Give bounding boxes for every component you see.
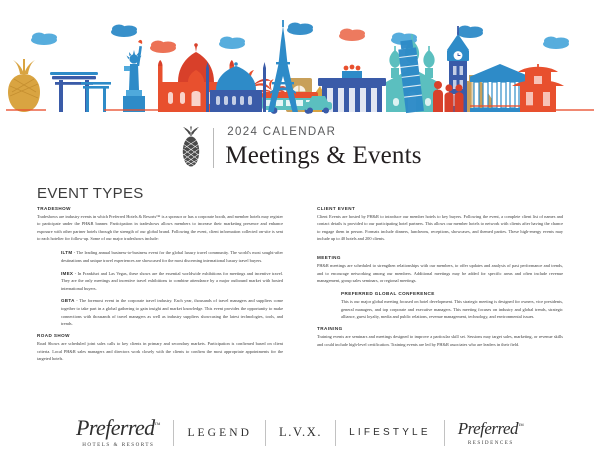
- subblock-imex: [37, 270, 283, 293]
- subblock-heading: PREFERRED GLOBAL CONFERENCE: [341, 291, 435, 297]
- brand-name: LEGEND: [187, 426, 253, 439]
- brand-name: L.V.X.: [279, 425, 323, 439]
- event-types-columns: [37, 206, 564, 369]
- block-body: Road Shows are scheduled joint sales calls to key clients in primary and secondary markets. Participation is confirmed based on client criteria. Local PH&R sales managers and directors work closely with the clients to confirm the most appropriate appointments for the targeted hotels.: [37, 341, 283, 362]
- subblock-iltm: [37, 249, 283, 264]
- trademark-symbol: ™: [154, 422, 161, 429]
- title-text-group: [225, 126, 421, 170]
- pineapple-emblem-icon: [178, 126, 204, 170]
- subblock-lead: GBTA: [61, 298, 75, 304]
- brand-legend[interactable]: [174, 427, 265, 439]
- left-column: [37, 206, 283, 369]
- subblock-text: - In Frankfurt and Las Vegas, these shows are the essential worldwide exhibitions for meetings and incentive travel. They are the only meetings and incentive travel exhibitions to combine attendance by a major outbound market with hosted international buyers.: [61, 270, 283, 291]
- title-divider: [213, 128, 214, 168]
- block-heading: TRAINING: [317, 326, 343, 332]
- brand-lvx[interactable]: [266, 425, 335, 440]
- block-heading: ROAD SHOW: [37, 333, 70, 339]
- block-body: PH&R meetings are scheduled to strengthen relationships with our members, to offer updates and analysis of past performance and trends, and to encourage networking among our members. Additional meetings may be added for specific areas and often include revenue management, group sales seminars, or regional meetings.: [317, 263, 563, 283]
- brand-lifestyle[interactable]: [336, 427, 444, 438]
- subblock-text: - The foremost event in the corporate travel industry. Each year, thousands of travel managers and suppliers come together to take part in a global gathering to gain insight and market knowledge. This event provides the opportunity to make connections with thousands of travel managers as well as industry suppliers showcasing the latest technologies, tools, and trends.: [61, 298, 283, 327]
- block-tradeshow: [37, 206, 283, 242]
- subblock-body: This is our major global meeting focused on hotel development. This strategic meeting is designed for owners, vice presidents, general managers, and top corporate and executive managers. This meeting focuses on industry and global trends, strategic alliance, guest loyalty, media and public relations, revenue management, technology, and environmental issues.: [341, 299, 563, 319]
- subblock-text: - The leading annual business-to-business event for the global luxury travel community. The world's most sought-after destinations and unique travel experiences are showcased for the most discerning international luxury travel buyers.: [61, 250, 283, 264]
- block-road-show: [37, 333, 283, 362]
- block-training: [317, 326, 563, 348]
- brand-name: Preferred: [76, 415, 155, 440]
- brand-footer: [0, 417, 600, 448]
- subblock-body: [61, 270, 283, 293]
- brand-name: LIFESTYLE: [349, 427, 431, 438]
- brand-name: Preferred: [457, 418, 519, 438]
- subblock-body: [61, 249, 283, 264]
- title-block: [0, 126, 600, 170]
- block-body: Tradeshows are industry events in which Preferred Hotels & Resorts™ is a sponsor or has a corporate booth, and member hotels may register to participate under the PH&R banner. Participation in tradeshows allows members to increase their marketing presence and enhance exposure with other partner hotels through the strength of our global brand. Following the event, client information collected on-site is sent to each hotelier for follow-up. Some of our major tradeshows include:: [37, 213, 283, 241]
- subblock-lead: IMEX: [61, 270, 74, 276]
- subblock-preferred-global-conference: [317, 291, 563, 320]
- subblock-body: [61, 297, 283, 327]
- brand-script-logo: [76, 417, 160, 439]
- section-heading-event-types: EVENT TYPES: [37, 185, 144, 202]
- calendar-year-label: 2024 CALENDAR: [227, 126, 337, 138]
- page-title: Meetings & Events: [225, 141, 422, 169]
- block-body: Training events are seminars and meetings designed to improve a particular skill set. Sessions may target sales, marketing, or revenue skills and could include high-level certification. Training events are led by PH&R associates who are leaders in their field.: [317, 334, 563, 347]
- block-body: Client Events are hosted by PH&R to introduce our member hotels to key buyers. Following the event, a complete client list of names and contact details is provided to our participating hotel partners. This allows our member hotels to network with clients after having the chance to engage them in person. Formats include dinners, luncheons, receptions, showcases, and themed parties. These high-energy events may include up to 40 hotels and 200 clients.: [317, 213, 563, 241]
- block-heading: CLIENT EVENT: [317, 206, 356, 211]
- trademark-symbol: ™: [518, 422, 524, 429]
- world-landmarks-skyline-illustration: [0, 0, 600, 118]
- brand-tagline: RESIDENCES: [467, 439, 514, 446]
- block-heading: MEETING: [317, 255, 341, 261]
- subblock-gbta: [37, 297, 283, 327]
- brand-preferred-hotels-resorts[interactable]: [63, 417, 173, 448]
- brand-preferred-residences[interactable]: [445, 420, 537, 446]
- brand-script-logo: [458, 420, 524, 437]
- block-client-event: [317, 206, 563, 242]
- subblock-lead: ILTM: [61, 250, 73, 256]
- block-heading: TRADESHOW: [37, 206, 71, 211]
- brand-tagline: HOTELS & RESORTS: [82, 442, 155, 448]
- right-column: [317, 206, 563, 369]
- block-meeting: [317, 255, 563, 284]
